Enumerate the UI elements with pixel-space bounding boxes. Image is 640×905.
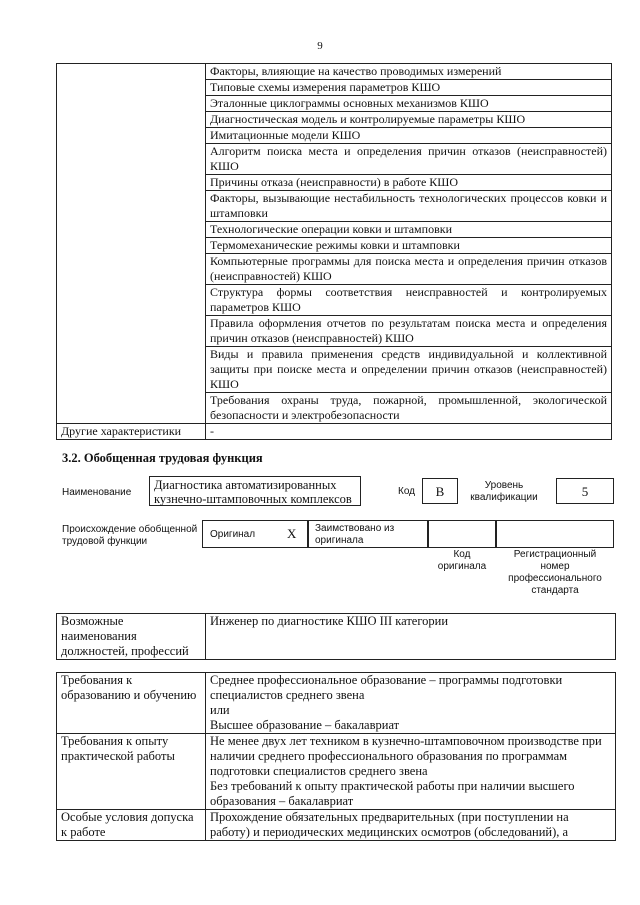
code-box [422, 478, 458, 504]
requirement-value [206, 734, 616, 810]
table-row [57, 614, 616, 660]
knowledge-item: Имитационные модели КШО [206, 128, 612, 144]
positions-label: Возможные наименования должностей, профессий [57, 614, 206, 660]
table-row [57, 810, 616, 841]
section-heading: 3.2. Обобщенная трудовая функция [62, 451, 263, 465]
requirements-table [56, 672, 616, 841]
knowledge-item: Факторы, влияющие на качество проводимых измерений [206, 64, 612, 80]
original-label: Оригинал [210, 529, 256, 540]
code-original-caption: Код оригинала [437, 549, 487, 572]
knowledge-item: Виды и правила применения средств индивидуальной и коллективной защиты при поиске места и определении причин отказов (неисправностей) КШО [206, 347, 612, 393]
requirement-line: Без требований к опыту практической работы при наличии высшего образования – бакалавриат [210, 779, 575, 808]
table-row [57, 673, 616, 734]
knowledge-item: Структура формы соответствия неисправностей и контролируемых параметров КШО [206, 285, 612, 316]
reg-number-caption: Регистрационный номер профессионального стандарта [508, 549, 602, 596]
requirement-line: или [210, 703, 230, 717]
knowledge-table [56, 63, 612, 440]
table-row [57, 64, 612, 80]
requirement-label: Требования к опыту практической работы [57, 734, 206, 810]
positions-table [56, 613, 616, 660]
reg-number-box [496, 520, 614, 548]
table-row [57, 424, 612, 440]
origin-label: Происхождение обобщенной трудовой функции [62, 524, 198, 547]
name-label: Наименование [62, 487, 132, 498]
original-box [202, 520, 308, 548]
requirement-line: Прохождение обязательных предварительных (при поступлении на работу) и периодических медицинских осмотров (обследований), а [210, 810, 569, 839]
borrowed-box [308, 520, 428, 548]
knowledge-item: Причины отказа (неисправности) в работе КШО [206, 175, 612, 191]
knowledge-item: Компьютерные программы для поиска места и определения причин отказов (неисправностей) КШО [206, 254, 612, 285]
page-number: 9 [317, 40, 323, 52]
knowledge-item: Термомеханические режимы ковки и штамповки [206, 238, 612, 254]
function-name-box [149, 476, 361, 506]
other-characteristics-value: - [206, 424, 612, 440]
knowledge-item: Эталонные циклограммы основных механизмов КШО [206, 96, 612, 112]
level-label: Уровень квалификации [470, 480, 538, 503]
code-label: Код [398, 486, 416, 497]
function-name-value: Диагностика автоматизированных кузнечно-штамповочных комплексов [154, 478, 352, 506]
knowledge-item: Алгоритм поиска места и определения причин отказов (неисправностей) КШО [206, 144, 612, 175]
knowledge-item: Требования охраны труда, пожарной, промышленной, экологической безопасности и электробезопасности [206, 393, 612, 424]
other-characteristics-label: Другие характеристики [57, 424, 206, 440]
original-mark: X [287, 526, 297, 541]
requirement-label: Особые условия допуска к работе [57, 810, 206, 841]
knowledge-item: Типовые схемы измерения параметров КШО [206, 80, 612, 96]
borrowed-label: Заимствовано из оригинала [315, 523, 395, 546]
requirement-line: Среднее профессиональное образование – программы подготовки специалистов среднего звена [210, 673, 563, 702]
requirement-line: Высшее образование – бакалавриат [210, 718, 400, 732]
knowledge-item: Технологические операции ковки и штамповки [206, 222, 612, 238]
knowledge-item: Диагностическая модель и контролируемые параметры КШО [206, 112, 612, 128]
positions-value: Инженер по диагностике КШО III категории [206, 614, 616, 660]
level-value: 5 [581, 484, 589, 499]
knowledge-item: Факторы, вызывающие нестабильность технологических процессов ковки и штамповки [206, 191, 612, 222]
requirement-label: Требования к образованию и обучению [57, 673, 206, 734]
code-value: B [435, 484, 445, 499]
table-row [57, 734, 616, 810]
knowledge-item: Правила оформления отчетов по результатам поиска места и определения причин отказов (неисправностей) КШО [206, 316, 612, 347]
requirement-line: Не менее двух лет техником в кузнечно-штамповочном производстве при наличии среднего профессионального образования по программам подготовки специалистов среднего звена [210, 734, 602, 778]
code-original-box [428, 520, 496, 548]
knowledge-label-cell [57, 64, 206, 424]
requirement-value [206, 810, 616, 841]
level-box [556, 478, 614, 504]
requirement-value [206, 673, 616, 734]
